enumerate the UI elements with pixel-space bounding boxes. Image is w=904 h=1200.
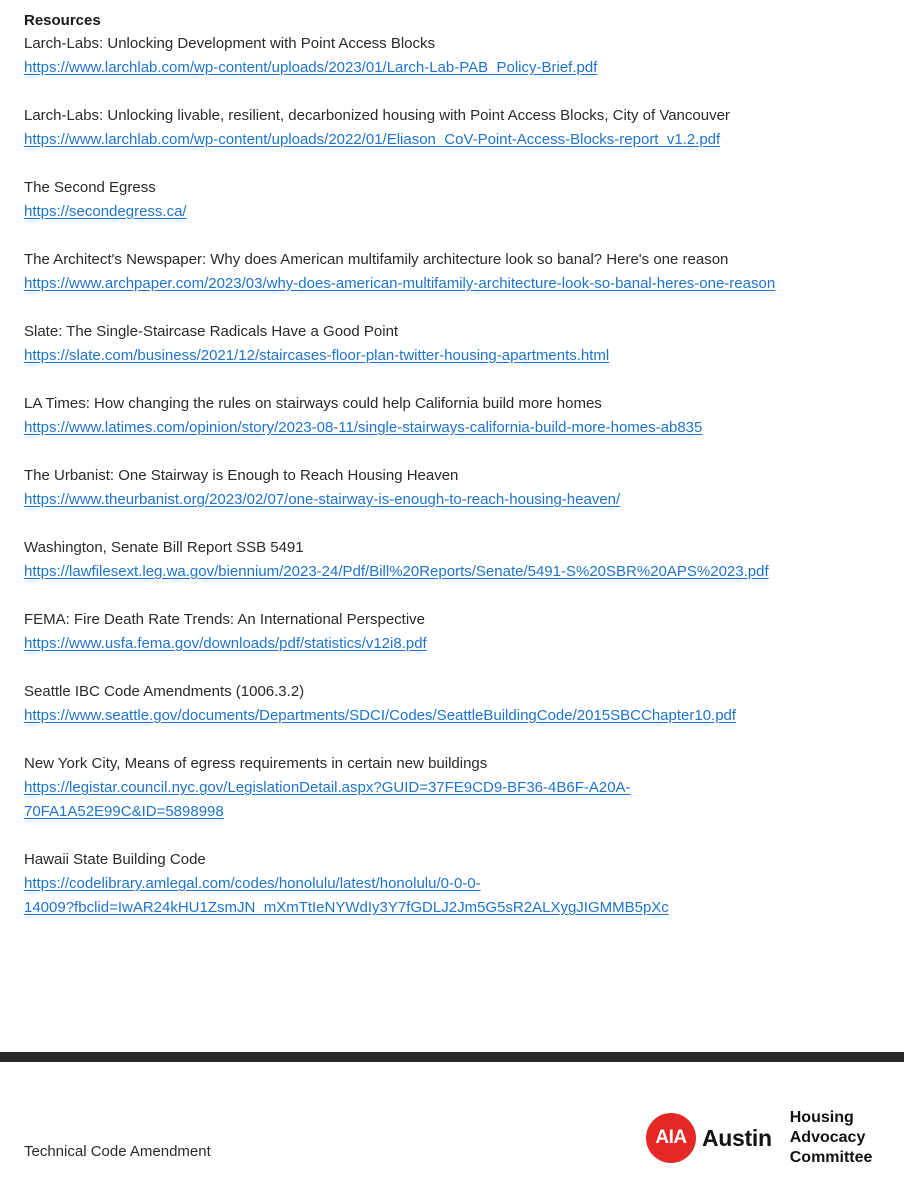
resource-link[interactable]: https://www.theurbanist.org/2023/02/07/one-stairway-is-enough-to-reach-housing-heaven/ xyxy=(24,491,621,508)
resource-entry xyxy=(24,608,884,656)
committee-line: Advocacy xyxy=(789,1129,866,1146)
footer-divider-bar xyxy=(0,1052,904,1062)
resource-entry xyxy=(24,752,884,824)
resource-title: FEMA: Fire Death Rate Trends: An International Perspective xyxy=(24,611,426,628)
committee-line: Housing xyxy=(789,1109,854,1126)
resource-title: The Second Egress xyxy=(24,179,156,196)
resource-link[interactable]: https://www.larchlab.com/wp-content/uploads/2023/01/Larch-Lab-PAB_Policy-Brief.pdf xyxy=(24,59,598,76)
resource-link-line1[interactable]: https://codelibrary.amlegal.com/codes/honolulu/latest/honolulu/0-0-0- xyxy=(24,875,481,892)
resource-entry xyxy=(24,320,884,368)
aia-logo-mark: AIA xyxy=(646,1113,696,1163)
resource-link-line1[interactable]: https://legistar.council.nyc.gov/LegislationDetail.aspx?GUID=37FE9CD9-BF36-4B6F-A20A- xyxy=(24,779,631,796)
resource-title: Slate: The Single-Staircase Radicals Have a Good Point xyxy=(24,323,399,340)
resource-link[interactable]: https://www.usfa.fema.gov/downloads/pdf/statistics/v12i8.pdf xyxy=(24,635,427,652)
resource-entry xyxy=(24,680,884,728)
resource-link-line2[interactable]: 14009?fbclid=IwAR24kHU1ZsmJN_mXmTtIeNYWdIy3Y7fGDLJ2Jm5G5sR2ALXygJIGMMB5pXc xyxy=(24,899,669,916)
resource-title: Hawaii State Building Code xyxy=(24,851,206,868)
aia-logo-city: Austin xyxy=(702,1124,772,1151)
resource-link[interactable]: https://secondegress.ca/ xyxy=(24,203,187,220)
resource-link[interactable]: https://slate.com/business/2021/12/staircases-floor-plan-twitter-housing-apartments.html xyxy=(24,347,610,364)
resource-link-line2[interactable]: 70FA1A52E99C&ID=5898998 xyxy=(24,803,224,820)
resource-title: LA Times: How changing the rules on stairways could help California build more homes xyxy=(24,395,602,412)
resource-entry xyxy=(24,248,884,296)
committee-line: Committee xyxy=(789,1149,873,1166)
resource-title: Larch-Labs: Unlocking Development with Point Access Blocks xyxy=(24,35,436,52)
resource-link[interactable]: https://www.seattle.gov/documents/Departments/SDCI/Codes/SeattleBuildingCode/2015SBCChapter10.pdf xyxy=(24,707,737,724)
resource-link[interactable]: https://www.archpaper.com/2023/03/why-does-american-multifamily-architecture-look-so-banal-heres-one-reason xyxy=(24,275,776,292)
resource-entry xyxy=(24,176,884,224)
resource-entry xyxy=(24,392,884,440)
resource-link[interactable]: https://lawfilesext.leg.wa.gov/biennium/2023-24/Pdf/Bill%20Reports/Senate/5491-S%20SBR%20APS%2023.pdf xyxy=(24,563,769,580)
resource-entry xyxy=(24,104,884,152)
resource-title: New York City, Means of egress requirements in certain new buildings xyxy=(24,755,488,772)
resources-section xyxy=(24,12,884,944)
resource-title: The Architect's Newspaper: Why does American multifamily architecture look so banal? Here's one reason xyxy=(24,251,729,268)
resource-title: Washington, Senate Bill Report SSB 5491 xyxy=(24,539,304,556)
footer-document-label: Technical Code Amendment xyxy=(24,1143,211,1160)
resource-entry xyxy=(24,32,884,80)
resource-link[interactable]: https://www.larchlab.com/wp-content/uploads/2022/01/Eliason_CoV-Point-Access-Blocks-report_v1.2.pdf xyxy=(24,131,721,148)
resource-entry xyxy=(24,464,884,512)
resource-title: Larch-Labs: Unlocking livable, resilient, decarbonized housing with Point Access Blocks, City of Vancouver xyxy=(24,107,730,124)
aia-austin-logo xyxy=(646,1110,872,1166)
resource-entry xyxy=(24,848,884,920)
resources-heading: Resources xyxy=(24,12,101,29)
resource-entry xyxy=(24,536,884,584)
resource-link[interactable]: https://www.latimes.com/opinion/story/2023-08-11/single-stairways-california-build-more-homes-ab835 xyxy=(24,419,703,436)
committee-name xyxy=(790,1108,873,1168)
resource-title: The Urbanist: One Stairway is Enough to Reach Housing Heaven xyxy=(24,467,459,484)
resource-title: Seattle IBC Code Amendments (1006.3.2) xyxy=(24,683,305,700)
